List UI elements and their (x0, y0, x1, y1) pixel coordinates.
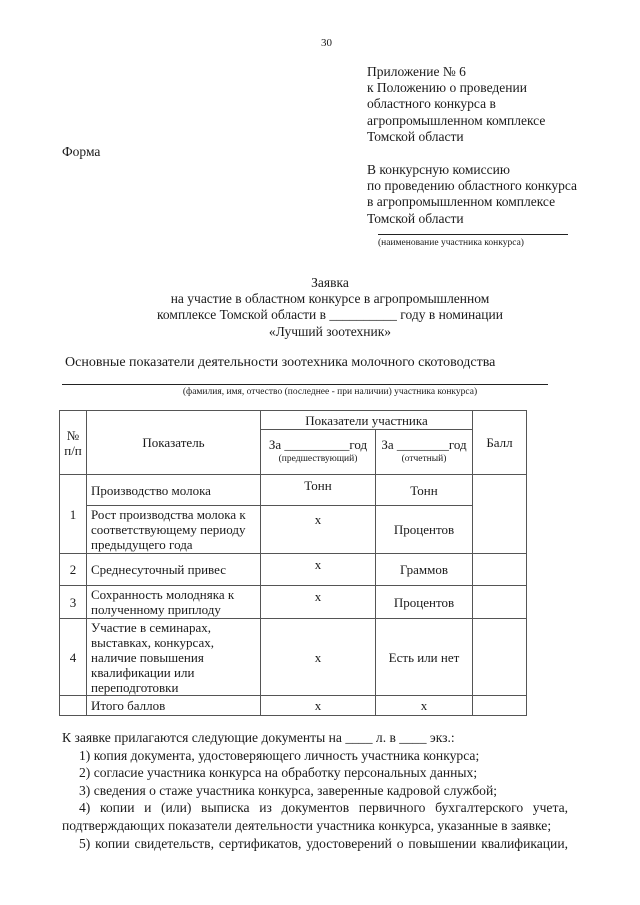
row-score (473, 554, 527, 586)
row-indicator: Производство молока (87, 475, 261, 506)
row-prev: х (261, 586, 376, 619)
row-num: 4 (60, 619, 87, 696)
row-num: 2 (60, 554, 87, 586)
page-number: 30 (321, 37, 332, 49)
row-score (473, 475, 527, 554)
row-prev: х (261, 554, 376, 586)
name-underline (62, 384, 548, 385)
name-caption: (фамилия, имя, отчество (последнее - при наличии) участника конкурса) (182, 387, 478, 397)
participant-underline (378, 234, 568, 235)
row-indicator: Участие в семинарах, выставках, конкурсах, наличие повышения квалификации или переподготовки (87, 619, 261, 696)
row-indicator: Среднесуточный привес (87, 554, 261, 586)
table-row (60, 506, 527, 554)
row-indicator: Сохранность молодняка к полученному приплоду (87, 586, 261, 619)
addressee-line: по проведению областного конкурса (367, 178, 578, 194)
header-report-year (376, 430, 473, 475)
attachment-item: 4) копии и (или) выписка из документов первичного бухгалтерского учета, (79, 800, 568, 816)
header-indicator: Показатель (87, 411, 261, 475)
table-row-total (60, 696, 527, 716)
row-report: Процентов (376, 586, 473, 619)
table-row (60, 619, 527, 696)
appendix-line: агропромышленном комплексе (367, 112, 546, 128)
title: Заявка (311, 275, 349, 290)
header-score: Балл (473, 411, 527, 475)
row-report: Граммов (376, 554, 473, 586)
subtitle-line: на участие в областном конкурсе в агропромышленном (170, 291, 490, 307)
subtitle-line: комплексе Томской области в __________ году в номинации (157, 307, 503, 323)
report-year-note: (отчетный) (401, 454, 447, 464)
table-row (60, 554, 527, 586)
row-report: Тонн (376, 475, 473, 506)
appendix-line: Приложение № 6 (367, 64, 466, 79)
table-row (60, 475, 527, 506)
addressee-line: В конкурсную комиссию (367, 162, 510, 177)
addressee-line: в агропромышленном комплексе (367, 194, 556, 210)
row-report: х (376, 696, 473, 716)
row-num: 3 (60, 586, 87, 619)
row-score (473, 619, 527, 696)
row-score (473, 586, 527, 619)
subtitle-line: «Лучший зоотехник» (268, 323, 392, 339)
attachment-item: 3) сведения о стаже участника конкурса, заверенные кадровой службой; (79, 782, 498, 798)
row-report: Процентов (376, 506, 473, 554)
row-prev: Тонн (261, 475, 376, 506)
attachment-item: 5) копии свидетельств, сертификатов, удостоверений о повышении квалификации, (79, 835, 568, 851)
row-indicator: Итого баллов (87, 696, 261, 716)
attachment-item: 2) согласие участника конкурса на обработку персональных данных; (79, 765, 478, 781)
addressee-line: Томской области (367, 210, 464, 226)
row-indicator: Рост производства молока к соответствующему периоду предыдущего года (87, 506, 261, 554)
header-participant: Показатели участника (261, 411, 473, 430)
attachment-item-cont: подтверждающих показатели деятельности участника конкурса, указанные в заявке; (62, 817, 552, 833)
section-heading: Основные показатели деятельности зоотехника молочного скотоводства (65, 355, 496, 370)
appendix-line: Томской области (367, 128, 464, 144)
form-label: Форма (62, 144, 101, 159)
title-block (0, 275, 640, 340)
prev-year-label: За __________год (268, 437, 368, 452)
row-num: 1 (60, 475, 87, 554)
participant-caption: (наименование участника конкурса) (378, 238, 524, 248)
appendix-line: областного конкурса в (367, 96, 496, 112)
attachments-section (62, 729, 568, 852)
table-row (60, 586, 527, 619)
attachments-intro: К заявке прилагаются следующие документы на ____ л. в ____ экз.: (62, 730, 455, 745)
row-prev: х (261, 619, 376, 696)
row-score (473, 696, 527, 716)
row-prev: х (261, 696, 376, 716)
prev-year-note: (предшествующий) (278, 454, 358, 464)
addressee-block (367, 162, 577, 227)
header-num: № п/п (60, 411, 87, 475)
appendix-block (367, 64, 545, 145)
attachment-item: 1) копия документа, удостоверяющего личность участника конкурса; (79, 747, 480, 763)
row-num (60, 696, 87, 716)
indicators-table (59, 410, 527, 716)
header-prev-year (261, 430, 376, 475)
report-year-label: За ________год (381, 437, 467, 452)
appendix-line: к Положению о проведении (367, 80, 527, 96)
row-prev: х (261, 506, 376, 554)
row-report: Есть или нет (376, 619, 473, 696)
